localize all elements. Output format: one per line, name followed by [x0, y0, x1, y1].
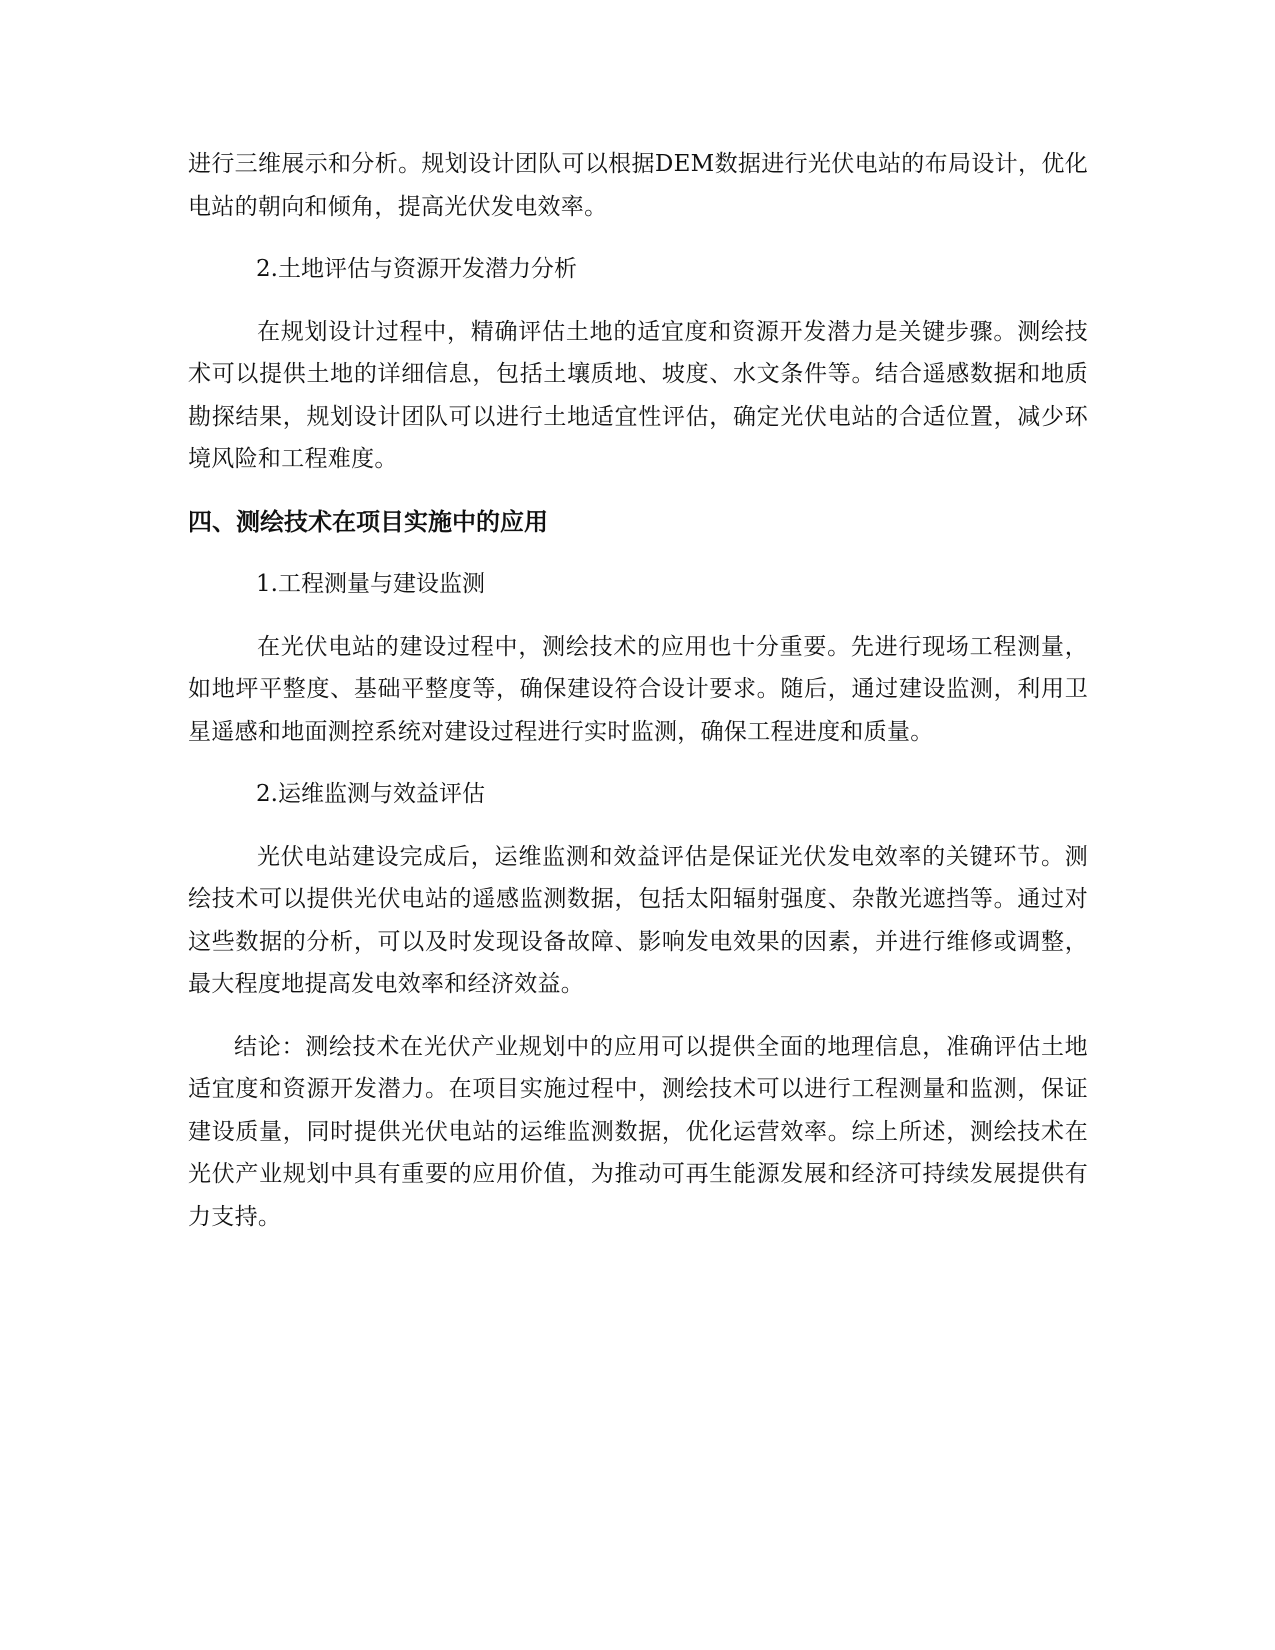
subheading-engineering-survey: 1.工程测量与建设监测 [256, 571, 485, 597]
paragraph-land-assessment: 在规划设计过程中，精确评估土地的适宜度和资源开发潜力是关键步骤。测绘技术可以提供土地的详细信息，包括土壤质地、坡度、水文条件等。结合遥感数据和地质勘探结果，规划设计团队可以进行土地适宜性评估，确定光伏电站的合适位置，减少环境风险和工程难度。 [188, 318, 1088, 472]
document-body [188, 143, 1088, 1238]
subheading-om-monitoring: 2.运维监测与效益评估 [256, 781, 485, 807]
paragraph-conclusion: 结论：测绘技术在光伏产业规划中的应用可以提供全面的地理信息，准确评估土地适宜度和资源开发潜力。在项目实施过程中，测绘技术可以进行工程测量和监测，保证建设质量，同时提供光伏电站的运维监测数据，优化运营效率。综上所述，测绘技术在光伏产业规划中具有重要的应用价值，为推动可再生能源发展和经济可持续发展提供有力支持。 [188, 1033, 1088, 1230]
paragraph-engineering-survey: 在光伏电站的建设过程中，测绘技术的应用也十分重要。先进行现场工程测量，如地坪平整度、基础平整度等，确保建设符合设计要求。随后，通过建设监测，利用卫星遥感和地面测控系统对建设过程进行实时监测，确保工程进度和质量。 [188, 633, 1088, 745]
subheading-land-assessment: 2.土地评估与资源开发潜力分析 [256, 256, 577, 282]
paragraph-om-monitoring: 光伏电站建设完成后，运维监测和效益评估是保证光伏发电效率的关键环节。测绘技术可以提供光伏电站的遥感监测数据，包括太阳辐射强度、杂散光遮挡等。通过对这些数据的分析，可以及时发现设备故障、影响发电效果的因素，并进行维修或调整，最大程度地提高发电效率和经济效益。 [188, 843, 1088, 997]
section-title-implementation: 四、测绘技术在项目实施中的应用 [188, 507, 548, 536]
paragraph-dem-continued: 进行三维展示和分析。规划设计团队可以根据DEM数据进行光伏电站的布局设计，优化电站的朝向和倾角，提高光伏发电效率。 [188, 151, 1088, 220]
